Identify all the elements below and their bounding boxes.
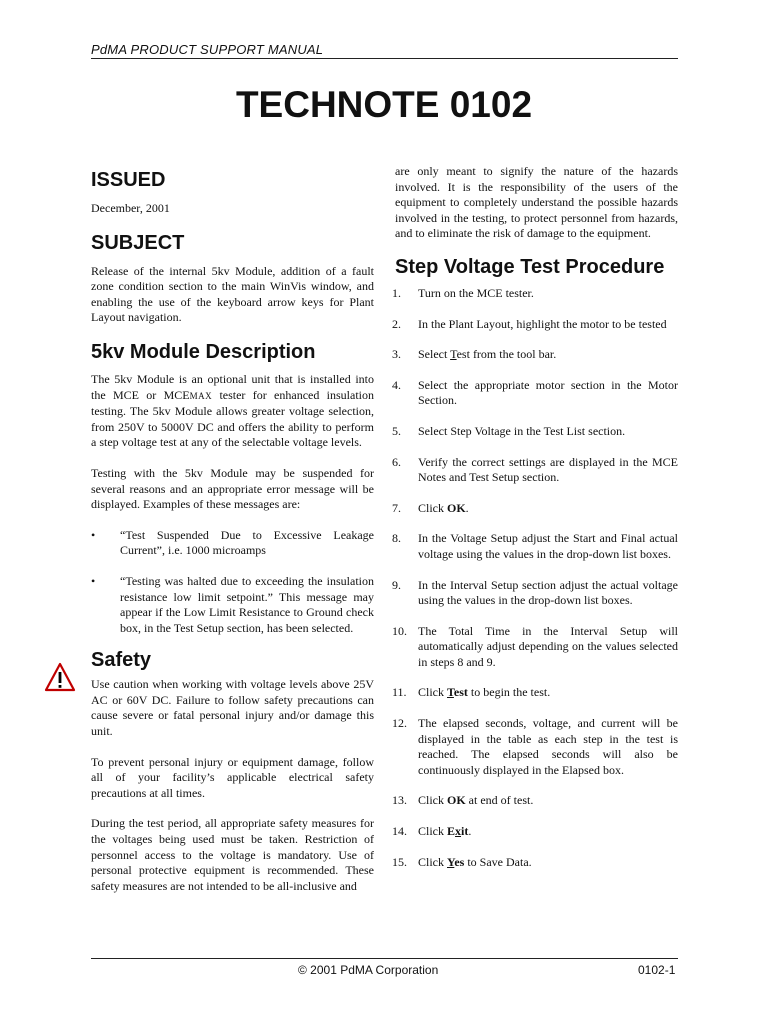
list-item bbox=[392, 285, 678, 302]
list-item bbox=[392, 623, 678, 671]
list-item bbox=[91, 528, 374, 559]
left-column bbox=[91, 164, 374, 894]
list-item bbox=[392, 854, 678, 871]
step-number: 7. bbox=[392, 500, 401, 515]
step-text: Click bbox=[418, 854, 447, 869]
bold-command: E bbox=[447, 824, 456, 839]
step-text: est from the tool bar. bbox=[456, 347, 557, 362]
list-item bbox=[392, 824, 678, 840]
safety-paragraph-2: To prevent personal injury or equipment damage, follow all of your facility’s applicable electrical safety precautions at all times. bbox=[91, 754, 374, 800]
step-number: 9. bbox=[392, 577, 401, 592]
error-message-list bbox=[91, 528, 374, 637]
bullet-1: • bbox=[91, 527, 96, 542]
bold-command: it bbox=[461, 824, 469, 839]
step-number: 12. bbox=[392, 716, 407, 731]
step-text: Click bbox=[418, 685, 447, 700]
step-number: 11. bbox=[392, 685, 407, 700]
step-text: In the Plant Layout, highlight the motor to be tested bbox=[418, 316, 667, 331]
step-text: Click bbox=[418, 500, 447, 515]
step-text: The elapsed seconds, voltage, and current will be displayed in the table as each step in the test is reached. The elapsed seconds will also be continuously displayed in the Elapsed box. bbox=[418, 716, 678, 777]
list-item bbox=[392, 454, 678, 486]
step-text: Select bbox=[418, 347, 451, 362]
header-rule bbox=[91, 58, 678, 59]
subject-text: Release of the internal 5kv Module, addition of a fault zone condition section to the main WinVis window, and enabling the use of the keyboard arrow keys for Plant Layout navigation. bbox=[91, 263, 374, 325]
underlined-letter: T bbox=[450, 347, 457, 362]
bold-command: est bbox=[453, 685, 468, 700]
list-item bbox=[392, 347, 678, 363]
list-item bbox=[392, 793, 678, 809]
step-text: Click bbox=[418, 824, 447, 839]
step-number: 10. bbox=[392, 623, 407, 638]
step-text: In the Voltage Setup adjust the Start and Final actual voltage using the values in the drop-down list boxes. bbox=[418, 531, 678, 561]
module-paragraph-1 bbox=[91, 372, 374, 451]
step-text: . bbox=[465, 500, 469, 515]
list-item bbox=[392, 716, 678, 778]
step-number: 2. bbox=[392, 316, 401, 331]
step-text: Verify the correct settings are displayed in the MCE Notes and Test Setup section. bbox=[418, 454, 678, 485]
step-number: 8. bbox=[392, 531, 401, 546]
list-item bbox=[392, 377, 678, 409]
module-p1-text-b: tester for enhanced insulation testing. The 5kv Module allows greater voltage selection, from 250V to 5000V DC and offers the ability to perform a step voltage test at any of the selectable voltage levels. bbox=[91, 387, 374, 450]
module-paragraph-2: Testing with the 5kv Module may be suspended for several reasons and an appropriate error message will be displayed. Examples of these messages are: bbox=[91, 465, 374, 512]
step-text: at end of test. bbox=[465, 793, 534, 808]
safety-paragraph-3-continued: are only meant to signify the nature of the hazards involved. It is the responsibility of the users of the equipment to completely understand the possible hazards involved in the testing, to protect personnel from hazards, and to eliminate the risk of damage to the equipment. bbox=[395, 164, 678, 241]
mce-max-smallcaps: MAX bbox=[189, 390, 213, 401]
list-item bbox=[91, 574, 374, 636]
step-text: Turn on the MCE tester. bbox=[418, 285, 534, 300]
step-text: to begin the test. bbox=[467, 685, 551, 700]
page-number: 0102-1 bbox=[638, 963, 676, 977]
warning-triangle-icon bbox=[44, 662, 76, 692]
list-item bbox=[392, 423, 678, 440]
step-number: 5. bbox=[392, 423, 401, 438]
issued-heading: ISSUED bbox=[91, 169, 166, 191]
procedure-steps bbox=[392, 285, 678, 870]
underlined-letter: x bbox=[455, 824, 462, 839]
list-item bbox=[392, 531, 678, 562]
page-title: TECHNOTE 0102 bbox=[235, 84, 533, 125]
manual-header: PdMA PRODUCT SUPPORT MANUAL bbox=[91, 42, 324, 57]
safety-heading: Safety bbox=[91, 649, 152, 672]
step-number: 1. bbox=[392, 285, 401, 300]
list-item bbox=[392, 685, 678, 701]
step-text: In the Interval Setup section adjust the actual voltage using the values in the drop-down list boxes. bbox=[418, 577, 678, 608]
bold-command: OK bbox=[447, 793, 466, 808]
step-text: Click bbox=[418, 793, 447, 808]
safety-paragraph-3: During the test period, all appropriate safety measures for the voltages being used must be taken. Restriction of personnel access to the voltage is mandatory. Use of personal protective equipment is recommended. These safety measures are not intended to be all-inclusive and bbox=[91, 816, 374, 893]
step-text: . bbox=[468, 824, 472, 839]
step-number: 13. bbox=[392, 793, 407, 808]
bullet-text-1: “Test Suspended Due to Excessive Leakage Current”, i.e. 1000 microamps bbox=[120, 527, 374, 558]
bullet-2: • bbox=[91, 573, 96, 588]
footer-copyright: © 2001 PdMA Corporation bbox=[298, 963, 439, 977]
step-text: The Total Time in the Interval Setup will automatically adjust depending on the values selected in steps 8 and 9. bbox=[418, 623, 678, 669]
step-text: Select Step Voltage in the Test List section. bbox=[418, 423, 626, 438]
safety-paragraph-1: Use caution when working with voltage levels above 25V AC or 60V DC. Failure to follow safety precautions can cause severe or fatal personal injury and/or damage this unit. bbox=[91, 677, 374, 739]
step-text: Select the appropriate motor section in the Motor Section. bbox=[418, 377, 678, 408]
step-number: 15. bbox=[392, 854, 407, 869]
step-number: 14. bbox=[392, 824, 407, 839]
bold-command: OK bbox=[447, 500, 466, 515]
bold-command: es bbox=[454, 854, 465, 869]
issued-date: December, 2001 bbox=[91, 201, 170, 215]
list-item bbox=[392, 316, 678, 333]
step-number: 3. bbox=[392, 347, 401, 362]
list-item bbox=[392, 577, 678, 609]
underlined-letter: T bbox=[447, 685, 454, 700]
right-column bbox=[392, 164, 678, 870]
list-item bbox=[392, 500, 678, 517]
procedure-heading: Step Voltage Test Procedure bbox=[395, 255, 665, 278]
step-text: to Save Data. bbox=[464, 854, 532, 869]
bullet-text-2: “Testing was halted due to exceeding the insulation resistance low limit setpoint.” This message may appear if the Low Limit Resistance to Ground check box, in the Test Setup section, has been selected. bbox=[120, 573, 374, 635]
step-number: 4. bbox=[392, 377, 401, 392]
module-p1-text-a: The 5kv Module is an optional unit that is installed into the MCE or MCE bbox=[91, 371, 374, 402]
module-heading: 5kv Module Description bbox=[91, 340, 316, 363]
underlined-letter: Y bbox=[447, 854, 455, 869]
subject-heading: SUBJECT bbox=[91, 231, 185, 254]
footer-rule bbox=[91, 958, 678, 959]
step-number: 6. bbox=[392, 454, 401, 469]
